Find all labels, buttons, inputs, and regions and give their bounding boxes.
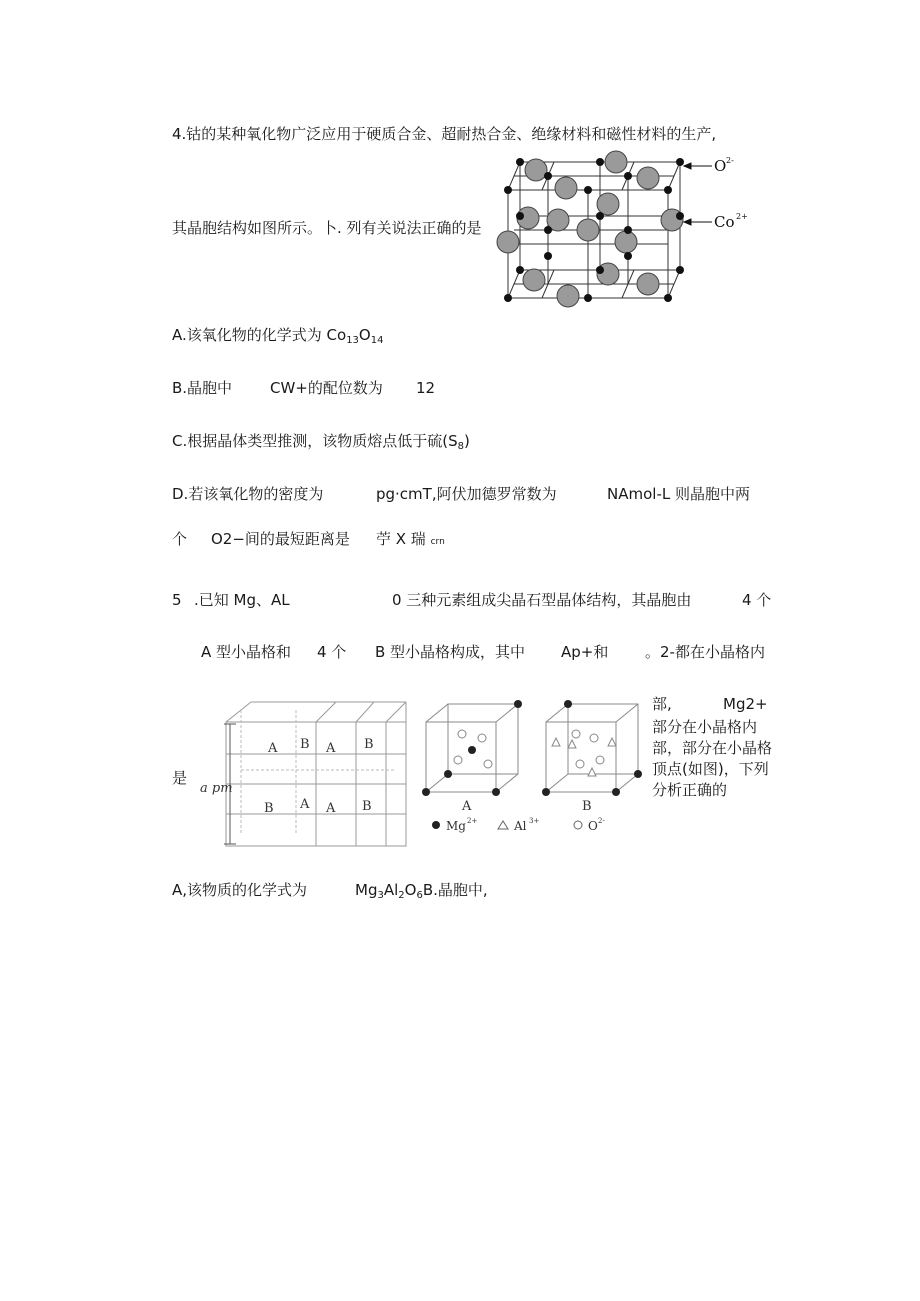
- q5-line2a: A 型小晶格和: [201, 643, 292, 661]
- q5-option-a-formula: $Mg_3Al_2O_6B$.晶胞中,: [355, 881, 488, 901]
- q5-left-word: 是: [172, 769, 188, 787]
- q4-line1: 4.钴的某种氧化物广泛应用于硬质合金、超耐热合金、绝缘材料和磁性材料的生产,: [172, 125, 717, 143]
- cell-a-mg: [422, 700, 522, 796]
- q4-option-d-line2b: O2−间的最短距离是: [211, 530, 350, 548]
- cube-label-3: A: [326, 741, 336, 756]
- cube-label-1: A: [268, 741, 278, 756]
- label-co-sup: 2+: [736, 212, 748, 221]
- cube-label-5: A: [300, 797, 310, 812]
- q4-option-a: A.该氧化物的化学式为 $Co_{13}O_{14}$: [172, 326, 384, 346]
- cell-b-al: [552, 738, 616, 776]
- legend-al-icon: [498, 821, 508, 829]
- q5-line1c: 4 个: [742, 591, 772, 609]
- q5-spinel-figure: [196, 694, 648, 854]
- dimension-label: a pm: [200, 781, 233, 796]
- legend-o: O: [588, 819, 598, 833]
- legend-al-sup: 3+: [529, 817, 540, 825]
- label-co: Co: [714, 213, 735, 231]
- q4-line2: 其晶胞结构如图所示。卜. 列有关说法正确的是: [172, 219, 482, 237]
- q5-line1a: .已知 Mg、AL: [194, 591, 290, 609]
- q5-option-a-prefix: A,该物质的化学式为: [172, 881, 308, 899]
- legend-o-sup: 2-: [598, 817, 605, 825]
- q5-side1a: 部,: [652, 695, 672, 713]
- q5-line1b: 0 三种元素组成尖晶石型晶体结构，其晶胞由: [392, 591, 692, 609]
- legend-mg-sup: 2+: [467, 817, 478, 825]
- legend-al: Al: [514, 819, 527, 833]
- q5-line2e: 。2-都在小晶格内: [645, 643, 765, 661]
- q5-number: 5: [172, 591, 182, 609]
- q4-option-d-line2c: 苧 X 瑞 crn: [376, 530, 445, 548]
- legend-mg: Mg: [446, 819, 466, 833]
- q5-line2c: B 型小晶格构成，其中: [375, 643, 526, 661]
- q5-side5: 分析正确的: [652, 781, 728, 799]
- big-cube-lines: [226, 702, 406, 846]
- figure-arrows: [684, 163, 712, 225]
- legend-o-icon: [574, 821, 582, 829]
- q4-option-b-value: 12: [416, 379, 436, 397]
- cell-b-lines: [546, 704, 638, 792]
- q5-side3: 部，部分在小晶格: [652, 739, 773, 757]
- q4-option-c: C.根据晶体类型推测，该物质熔点低于硫$(S_8)$: [172, 432, 470, 452]
- q5-side1b: Mg2+: [723, 695, 768, 713]
- label-o-sup: 2-: [726, 156, 734, 165]
- cell-b-mg: [542, 700, 642, 796]
- legend-mg-icon: [432, 821, 440, 829]
- q4-option-d-line2a: 个: [172, 530, 188, 548]
- q5-line2b: 4 个: [317, 643, 347, 661]
- q4-option-d-prefix: D.若该氧化物的密度为: [172, 485, 324, 503]
- cell-b-o: [572, 730, 604, 768]
- q4-option-d-end: NAmol-L 则晶胞中两: [607, 485, 750, 503]
- cube-label-2: B: [300, 737, 310, 752]
- q5-side2: 部分在小晶格内: [652, 718, 758, 736]
- q4-crystal-figure: [490, 150, 760, 310]
- q5-side4: 顶点(如图)，下列: [652, 760, 769, 778]
- q4-option-b-prefix: B.晶胞中: [172, 379, 233, 397]
- cell-a-label: A: [462, 799, 472, 814]
- cell-b-label: B: [582, 799, 592, 814]
- cube-label-4: B: [364, 737, 374, 752]
- cube-label-6: B: [264, 801, 274, 816]
- cube-label-7: B: [362, 799, 372, 814]
- q4-option-b-mid: CW+的配位数为: [270, 379, 383, 397]
- q5-line2d: Ap+和: [561, 643, 609, 661]
- label-o: O: [714, 157, 727, 175]
- q4-option-d-mid: pg·cmT,阿伏加德罗常数为: [376, 485, 557, 503]
- cube-label-8: A: [326, 801, 336, 816]
